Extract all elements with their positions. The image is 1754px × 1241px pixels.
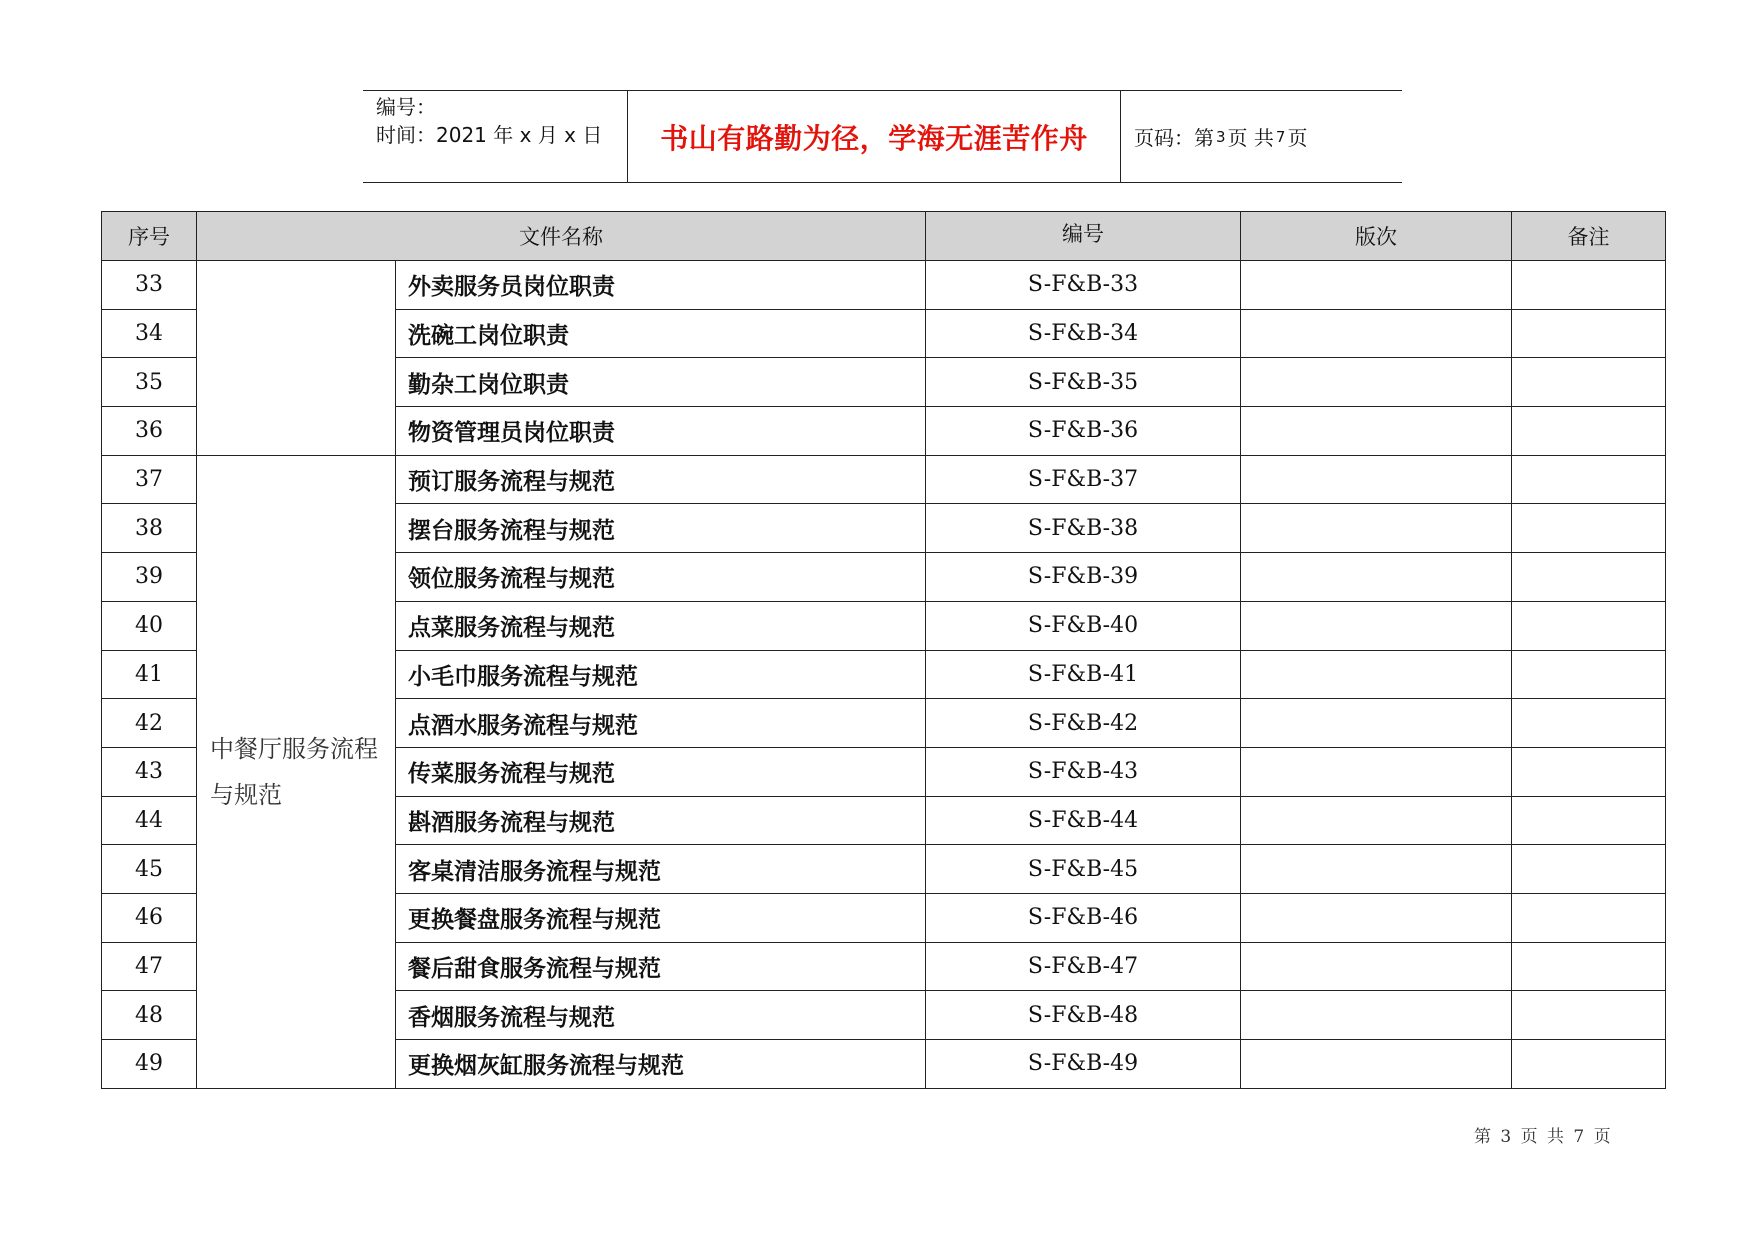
- row-filename: 物资管理员岗位职责: [396, 407, 926, 456]
- row-version: [1241, 407, 1512, 456]
- row-version: [1241, 601, 1512, 650]
- table-body: [102, 261, 1666, 1089]
- row-seq: 39: [102, 553, 197, 602]
- table-header-row: [102, 212, 1666, 261]
- row-filename: 摆台服务流程与规范: [396, 504, 926, 553]
- row-version: [1241, 747, 1512, 796]
- row-version: [1241, 845, 1512, 894]
- row-note: [1512, 893, 1666, 942]
- page-current: 3: [1216, 127, 1226, 146]
- row-version: [1241, 309, 1512, 358]
- header-meta: [363, 91, 628, 182]
- row-note: [1512, 942, 1666, 991]
- row-code: S-F&B-37: [926, 455, 1241, 504]
- row-filename: 客桌清洁服务流程与规范: [396, 845, 926, 894]
- row-version: [1241, 358, 1512, 407]
- row-code: S-F&B-49: [926, 1040, 1241, 1089]
- row-version: [1241, 893, 1512, 942]
- row-filename: 更换餐盘服务流程与规范: [396, 893, 926, 942]
- column-header-note: 备注: [1512, 212, 1666, 261]
- row-note: [1512, 796, 1666, 845]
- row-version: [1241, 504, 1512, 553]
- row-seq: 43: [102, 747, 197, 796]
- row-seq: 41: [102, 650, 197, 699]
- row-code: S-F&B-46: [926, 893, 1241, 942]
- row-note: [1512, 358, 1666, 407]
- document-header: [363, 90, 1402, 183]
- row-seq: 44: [102, 796, 197, 845]
- row-seq: 37: [102, 455, 197, 504]
- row-code: S-F&B-42: [926, 699, 1241, 748]
- row-filename: 预订服务流程与规范: [396, 455, 926, 504]
- row-version: [1241, 796, 1512, 845]
- row-filename: 洗碗工岗位职责: [396, 309, 926, 358]
- row-code: S-F&B-36: [926, 407, 1241, 456]
- row-filename: 斟酒服务流程与规范: [396, 796, 926, 845]
- table-row: [102, 455, 1666, 504]
- row-version: [1241, 991, 1512, 1040]
- row-note: [1512, 650, 1666, 699]
- row-seq: 36: [102, 407, 197, 456]
- row-code: S-F&B-39: [926, 553, 1241, 602]
- row-code: S-F&B-47: [926, 942, 1241, 991]
- row-code: S-F&B-48: [926, 991, 1241, 1040]
- row-seq: 47: [102, 942, 197, 991]
- row-filename: 点菜服务流程与规范: [396, 601, 926, 650]
- row-note: [1512, 747, 1666, 796]
- row-filename: 餐后甜食服务流程与规范: [396, 942, 926, 991]
- row-seq: 49: [102, 1040, 197, 1089]
- row-note: [1512, 1040, 1666, 1089]
- page-total: 7: [1275, 127, 1286, 146]
- row-code: S-F&B-45: [926, 845, 1241, 894]
- row-version: [1241, 942, 1512, 991]
- row-category: 中餐厅服务流程与规范: [197, 455, 396, 1088]
- row-note: [1512, 455, 1666, 504]
- row-filename: 点酒水服务流程与规范: [396, 699, 926, 748]
- row-filename: 传菜服务流程与规范: [396, 747, 926, 796]
- page-footer: 第 3 页 共 7 页: [1474, 1127, 1611, 1147]
- document-number-label: 编号：: [376, 95, 436, 119]
- row-version: [1241, 699, 1512, 748]
- row-note: [1512, 699, 1666, 748]
- column-header-filename: 文件名称: [197, 212, 926, 261]
- row-note: [1512, 601, 1666, 650]
- row-note: [1512, 309, 1666, 358]
- row-version: [1241, 650, 1512, 699]
- row-code: S-F&B-41: [926, 650, 1241, 699]
- row-code: S-F&B-38: [926, 504, 1241, 553]
- row-code: S-F&B-43: [926, 747, 1241, 796]
- row-filename: 更换烟灰缸服务流程与规范: [396, 1040, 926, 1089]
- header-page-indicator: [1121, 91, 1402, 182]
- row-category: [197, 261, 396, 456]
- row-filename: 领位服务流程与规范: [396, 553, 926, 602]
- row-code: S-F&B-44: [926, 796, 1241, 845]
- row-seq: 34: [102, 309, 197, 358]
- row-seq: 40: [102, 601, 197, 650]
- row-code: S-F&B-35: [926, 358, 1241, 407]
- row-note: [1512, 504, 1666, 553]
- row-seq: 48: [102, 991, 197, 1040]
- row-note: [1512, 845, 1666, 894]
- row-filename: 外卖服务员岗位职责: [396, 261, 926, 310]
- header-motto-cell: [628, 91, 1121, 182]
- document-date-label: 时间：2021 年 x 月 x 日: [376, 123, 603, 147]
- row-code: S-F&B-40: [926, 601, 1241, 650]
- column-header-version: 版次: [1241, 212, 1512, 261]
- column-header-code: 编号: [926, 212, 1241, 261]
- column-header-seq: 序号: [102, 212, 197, 261]
- row-version: [1241, 1040, 1512, 1089]
- row-seq: 46: [102, 893, 197, 942]
- row-filename: 小毛巾服务流程与规范: [396, 650, 926, 699]
- row-note: [1512, 407, 1666, 456]
- row-filename: 勤杂工岗位职责: [396, 358, 926, 407]
- motto-text: 书山有路勤为径，学海无涯苦作舟: [660, 121, 1088, 155]
- row-version: [1241, 261, 1512, 310]
- row-seq: 38: [102, 504, 197, 553]
- table-row: [102, 261, 1666, 310]
- row-seq: 42: [102, 699, 197, 748]
- row-code: S-F&B-33: [926, 261, 1241, 310]
- row-version: [1241, 553, 1512, 602]
- row-filename: 香烟服务流程与规范: [396, 991, 926, 1040]
- row-seq: 35: [102, 358, 197, 407]
- row-note: [1512, 991, 1666, 1040]
- page-suffix: 页: [1287, 126, 1308, 150]
- document-index-table: [101, 211, 1666, 1089]
- row-version: [1241, 455, 1512, 504]
- page-mid: 页 共: [1227, 126, 1274, 150]
- row-note: [1512, 553, 1666, 602]
- row-seq: 33: [102, 261, 197, 310]
- row-note: [1512, 261, 1666, 310]
- page-prefix: 页码：第: [1134, 126, 1214, 150]
- row-code: S-F&B-34: [926, 309, 1241, 358]
- row-seq: 45: [102, 845, 197, 894]
